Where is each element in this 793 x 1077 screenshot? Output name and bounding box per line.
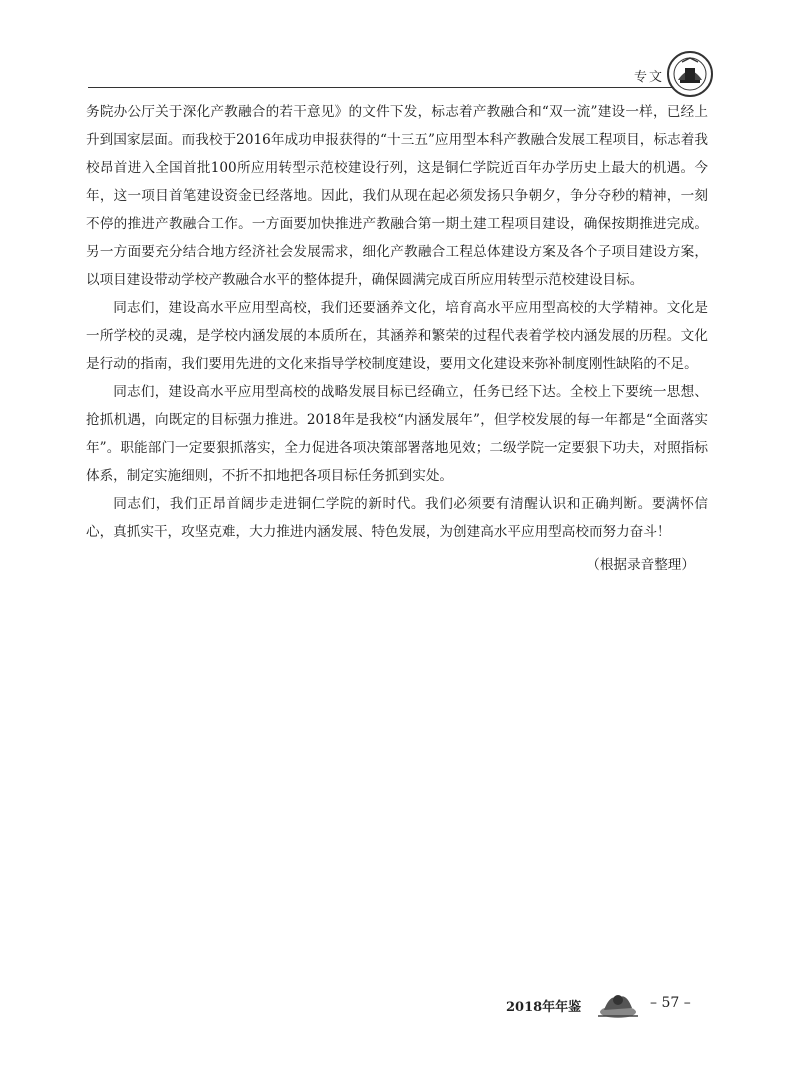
yearbook-logo-icon <box>596 988 640 1020</box>
paragraph: 同志们，建设高水平应用型高校的战略发展目标已经确立，任务已经下达。全校上下要统一思想、抢抓机遇，向既定的目标强力推进。2018年是我校“内涵发展年”，但学校发展的每一年都是“全面落实年”。职能部门一定要狠抓落实，全力促进各项决策部署落地见效；二级学院一定要狠下功夫，对照指标体系，制定实施细则，不折不扣地把各项目标任务抓到实处。 <box>86 384 708 484</box>
source-note: （根据录音整理） <box>586 557 695 573</box>
university-seal-icon <box>666 50 714 98</box>
header-rule <box>88 87 678 88</box>
page-footer <box>506 988 706 1022</box>
page-header <box>88 56 708 88</box>
paragraph: 同志们，我们正昂首阔步走进铜仁学院的新时代。我们必须要有清醒认识和正确判断。要满怀信心，真抓实干，攻坚克难，大力推进内涵发展、特色发展，为创建高水平应用型高校而努力奋斗！ <box>86 496 708 540</box>
paragraph: 同志们，建设高水平应用型高校，我们还要涵养文化，培育高水平应用型高校的大学精神。文化是一所学校的灵魂，是学校内涵发展的本质所在，其涵养和繁荣的过程代表着学校内涵发展的历程。文化是行动的指南，我们要用先进的文化来指导学校制度建设，要用文化建设来弥补制度刚性缺陷的不足。 <box>86 300 708 372</box>
article-body <box>86 98 708 546</box>
page-number: – 57 – <box>650 995 691 1011</box>
paragraph: 务院办公厅关于深化产教融合的若干意见》的文件下发，标志着产教融合和“双一流”建设一样，已经上升到国家层面。而我校于2016年成功申报获得的“十三五”应用型本科产教融合发展工程项目，标志着我校昂首进入全国首批100所应用转型示范校建设行列，这是铜仁学院近百年办学历史上最大的机遇。今年，这一项目首笔建设资金已经落地。因此，我们从现在起必须发扬只争朝夕，争分夺秒的精神，一刻不停的推进产教融合工作。一方面要加快推进产教融合第一期土建工程项目建设，确保按期推进完成。另一方面要充分结合地方经济社会发展需求，细化产教融合工程总体建设方案及各个子项目建设方案，以项目建设带动学校产教融合水平的整体提升，确保圆满完成百所应用转型示范校建设目标。 <box>86 104 708 288</box>
yearbook-title: 2018年年鉴 <box>506 1000 582 1015</box>
section-label: 专文 <box>633 70 664 85</box>
